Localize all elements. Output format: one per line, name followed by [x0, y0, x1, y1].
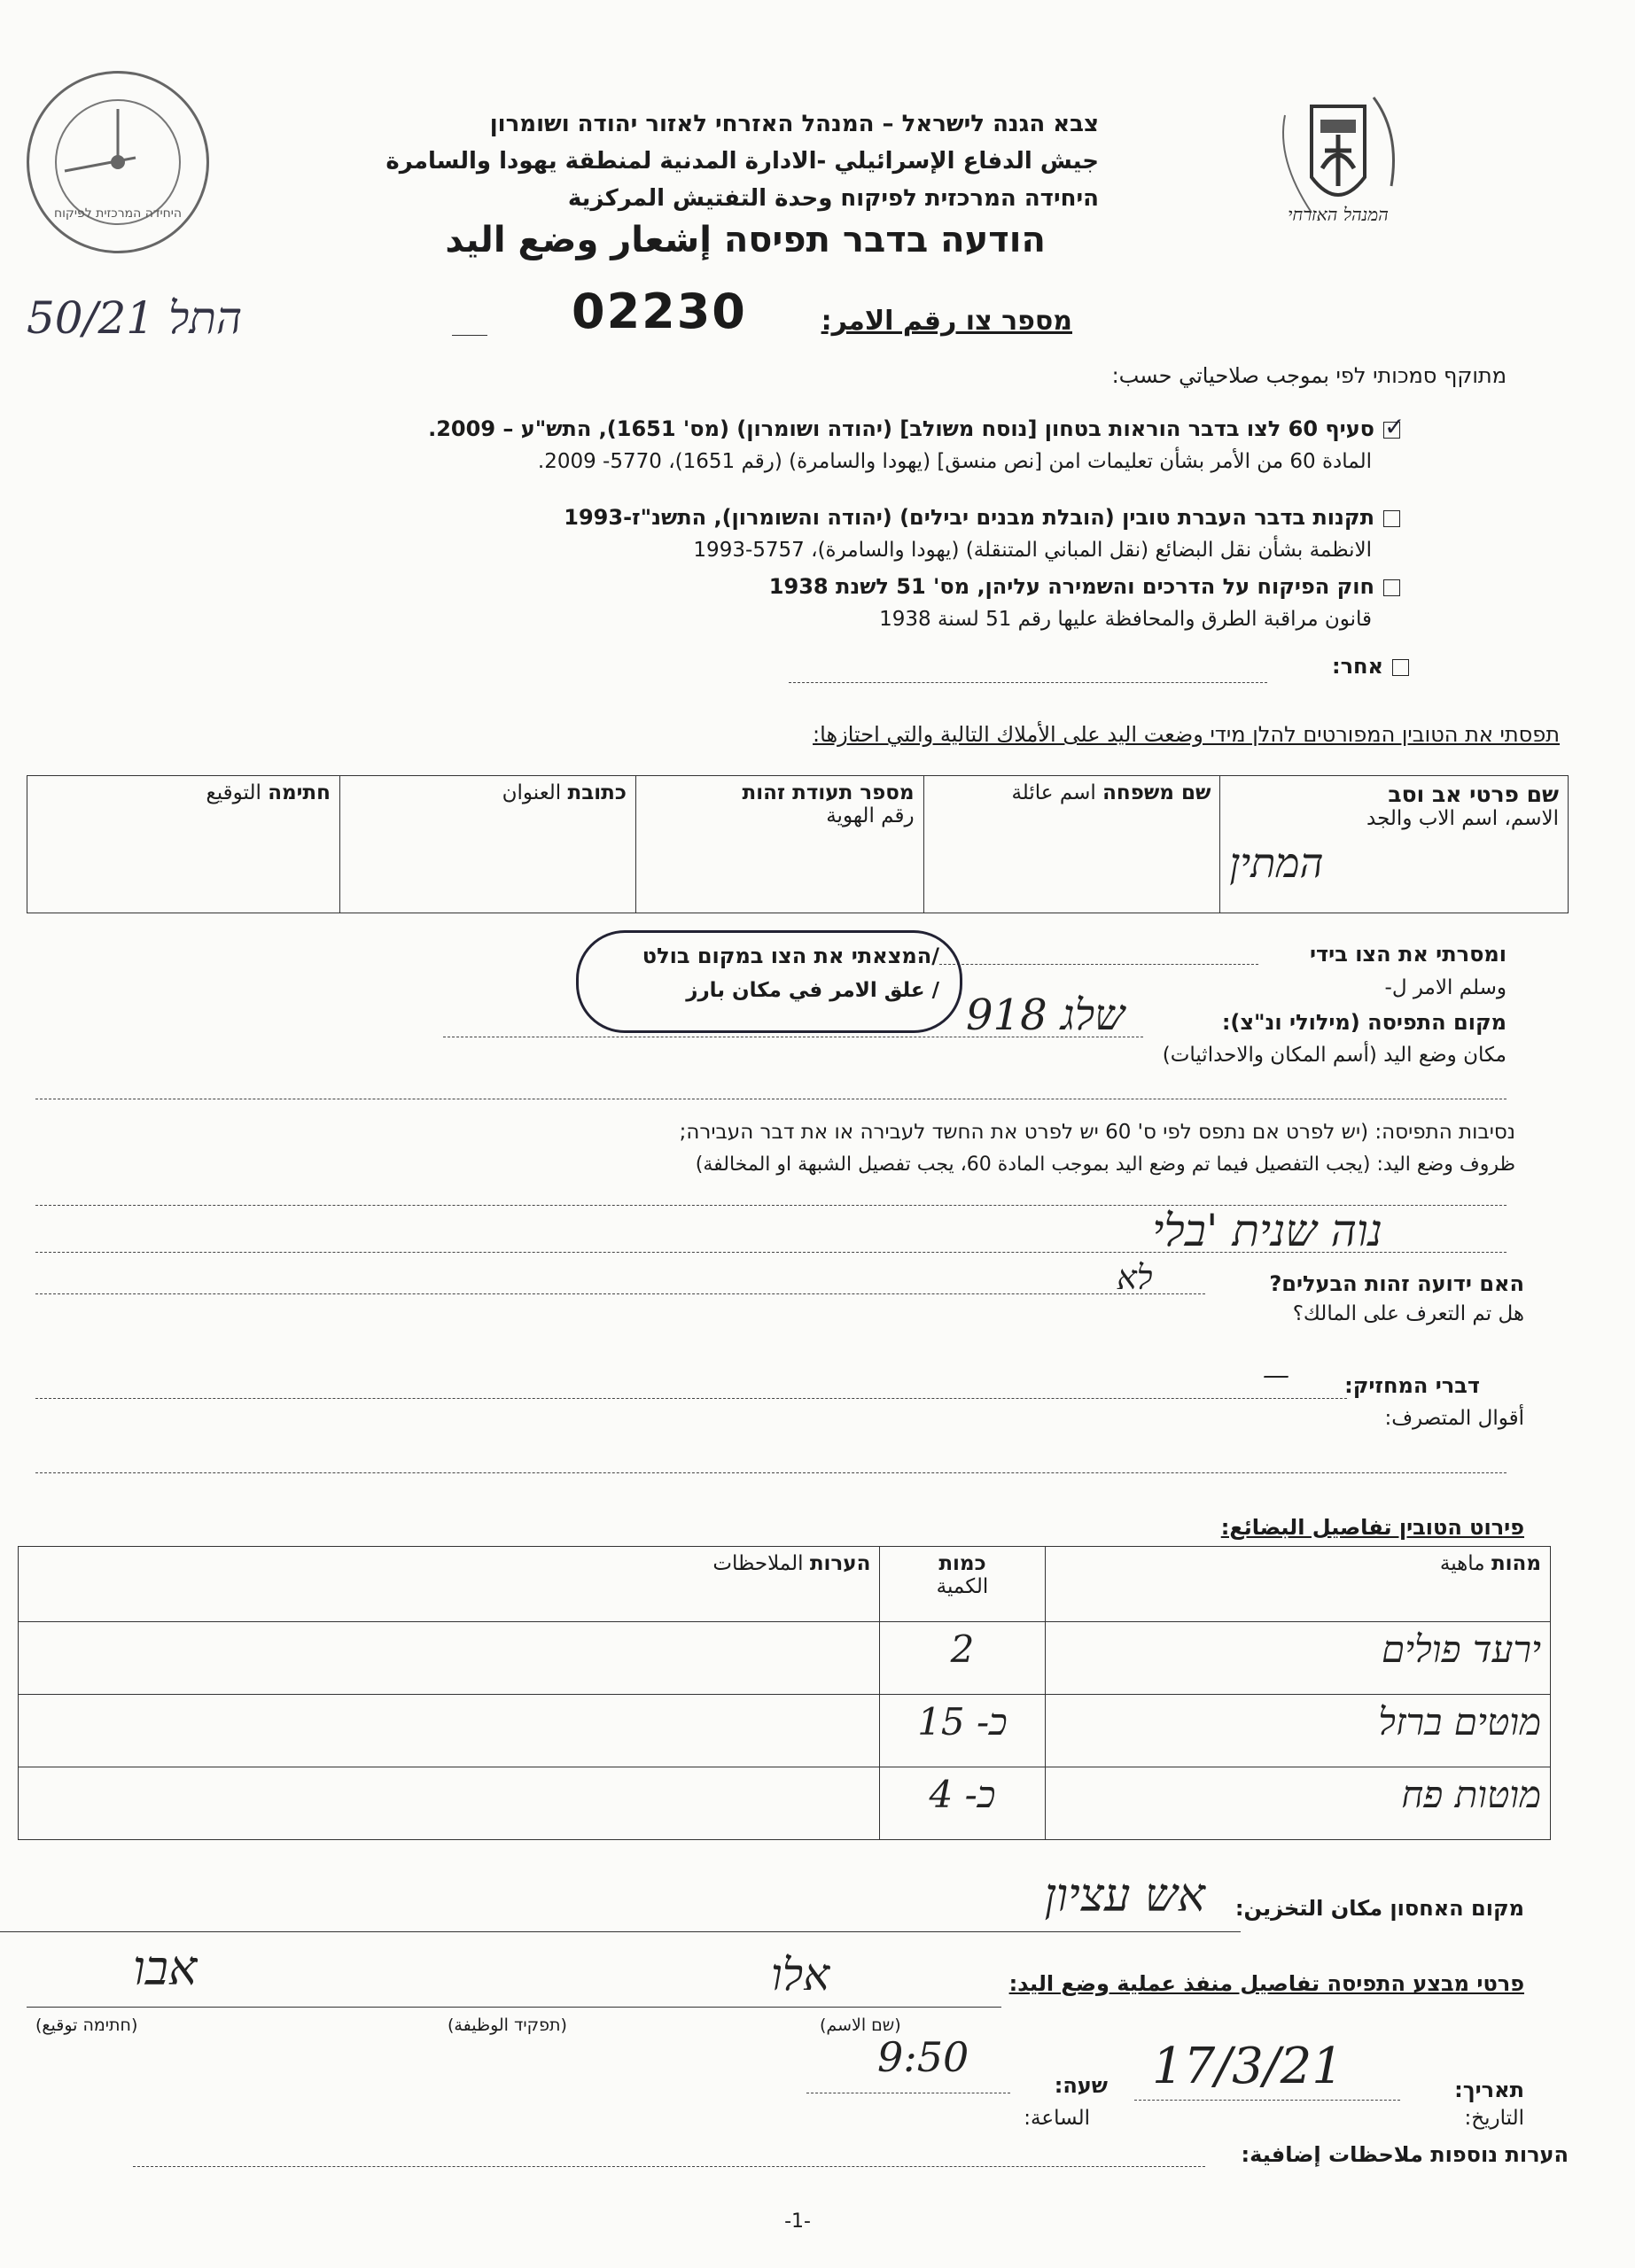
- holder-col-address: [339, 776, 635, 913]
- storage-handwritten: אש עציון: [1044, 1869, 1205, 1922]
- goods-header-item-ar: ماهية: [1439, 1552, 1485, 1575]
- goods-title: פירוט הטובין تفاصيل البضائع:: [1220, 1515, 1524, 1540]
- goods-header-notes-he: הערות: [809, 1552, 871, 1575]
- round-stamp: [27, 71, 209, 253]
- circumstances-handwritten: נוה שנית 'בלי: [1152, 1205, 1382, 1256]
- holder-col-family: [923, 776, 1220, 913]
- date-label-he: תאריך:: [1454, 2078, 1524, 2102]
- goods-header-qty: [880, 1547, 1045, 1622]
- holder-col-id: [635, 776, 923, 913]
- header-line-3: היחידה המרכזית לפיקוח وحدة التفتيش المركزية: [567, 185, 1099, 212]
- authority-option-1[interactable]: [337, 416, 1400, 473]
- holder-words-line-2[interactable]: [35, 1472, 1507, 1473]
- header-line-2: جيش الدفاع الإسرائيلي -الادارة المدنية لمنطقة يهودا والسامرة: [385, 148, 1099, 175]
- goods-header-notes-ar: الملاحظات: [712, 1552, 804, 1575]
- option-3-ar: قانون مراقبة الطرق والمحافظة عليها رقم 51 لسنة 1938: [879, 608, 1372, 631]
- storage-line[interactable]: [0, 1931, 1241, 1932]
- civil-administration-emblem: [1258, 80, 1418, 239]
- owner-handwritten: לא: [1117, 1258, 1153, 1297]
- checkbox-option-3[interactable]: [1383, 579, 1400, 596]
- executor-line[interactable]: [27, 2007, 1001, 2008]
- place-handwritten: שלג 918: [966, 990, 1125, 1040]
- holder-header-address-ar: العنوان: [502, 781, 562, 804]
- checkbox-option-2[interactable]: [1383, 510, 1400, 527]
- checkbox-option-4[interactable]: [1392, 659, 1409, 676]
- holder-header-signature-ar: التوقيع: [206, 781, 261, 804]
- executor-role-label: (תפקיד الوظيفة): [448, 2016, 567, 2035]
- holder-words-ar: أقوال المتصرف:: [1384, 1407, 1524, 1430]
- circumstances-line-2[interactable]: [35, 1252, 1507, 1253]
- circumstances-he-text: נסיבות התפיסה: (יש לפרט אם נתפס לפי ס' 60 יש לפרט את החשד לעבירה או את דבר העבירה;: [679, 1121, 1515, 1144]
- storage-label: מקום האחסון مكان التخزين:: [1234, 1896, 1524, 1921]
- holder-header-id-he: מספר תעודת זהות: [742, 781, 915, 804]
- goods-header-item: [1045, 1547, 1550, 1622]
- holder-col-name: [1220, 776, 1569, 913]
- date-label-ar: التاريخ:: [1464, 2107, 1524, 2130]
- circumstances-ar: ظروف وضع اليد: (يجب التفصيل فيما تم وضع اليد بموجب المادة 60، يجب تفصيل الشبهة او المخالفة): [695, 1153, 1515, 1176]
- ref-line: [452, 335, 487, 336]
- holder-col-signature: [27, 776, 340, 913]
- holder-header-name-he: שם פרטי אב וסב: [1388, 781, 1559, 807]
- goods-table: [18, 1546, 1551, 1840]
- executor-name-handwritten: אלו: [771, 1949, 830, 2000]
- place-ar: مكان وضع اليد (أسم المكان والاحداثيات): [1162, 1044, 1507, 1067]
- holder-words-he: דברי המחזיק:: [1344, 1373, 1480, 1398]
- owner-question-he: האם ידועה זהות הבעלים?: [1269, 1271, 1524, 1296]
- date-value: 17/3/21: [1152, 2038, 1343, 2095]
- holder-header-family-he: שם משפחה: [1102, 781, 1211, 804]
- executor-label: פרטי מבצע התפיסה تفاصيل منفذ عملية وضع اليد:: [1008, 1971, 1524, 1996]
- emblem-text: המנהל האזרחי: [1288, 204, 1389, 225]
- other-line[interactable]: [789, 682, 1267, 683]
- authority-option-2[interactable]: [425, 505, 1400, 562]
- holder-words-line[interactable]: [35, 1398, 1347, 1399]
- time-label-he: שעה:: [1054, 2073, 1108, 2098]
- goods-row-2-qty: כ- 15: [880, 1695, 1045, 1767]
- stamp-text: היחידה המרכזית לפיקוח: [53, 206, 183, 221]
- goods-row-1-item: ירעד פולים: [1045, 1622, 1550, 1695]
- goods-row-1-qty: 2: [880, 1622, 1045, 1695]
- date-line[interactable]: [1134, 2100, 1400, 2101]
- stamp-icon: [29, 74, 206, 251]
- goods-row-2-item: מוטים ברזל: [1045, 1695, 1550, 1767]
- option-3-he: חוק הפיקוח על הדרכים והשמירה עליהן, מס' 51 לשנת 1938: [768, 574, 1374, 599]
- remarks-line[interactable]: [133, 2166, 1205, 2167]
- goods-header-notes: [19, 1547, 880, 1622]
- goods-row-3-note: [19, 1767, 880, 1840]
- holder-words-handwritten: —: [1263, 1360, 1289, 1391]
- goods-header-qty-he: כמות: [938, 1552, 986, 1575]
- authority-intro: מתוקף סמכותי לפי بموجب صلاحياتي حسب:: [1111, 363, 1507, 388]
- order-number: 02230: [572, 284, 747, 339]
- delivery-line[interactable]: [939, 964, 1258, 965]
- circumstances-he: [443, 1121, 1515, 1144]
- goods-row-1-note: [19, 1622, 880, 1695]
- executor-signature: אבו: [133, 1940, 198, 1996]
- owner-question-ar: هل تم التعرف على المالك؟: [1292, 1302, 1524, 1325]
- executor-name-label: (שם الاسم): [820, 2016, 901, 2035]
- holder-table: [27, 775, 1569, 913]
- holder-header-address-he: כתובת: [567, 781, 627, 804]
- delivery-he: ומסרתי את הצו בידי: [1309, 942, 1507, 967]
- time-label-ar: الساعة:: [1024, 2107, 1090, 2130]
- option-2-he: תקנות בדבר העברת טובין (הובלת מבנים יבילים) (יהודה והשומרון), התשנ"ז-1993: [564, 505, 1374, 530]
- goods-row: [19, 1695, 1551, 1767]
- seized-intro: תפסתי את הטובין המפורטים להלן מידי وضعت اليد على الأملاك التالية والتي احتازها:: [813, 722, 1560, 747]
- holder-value-name: המתין: [1229, 839, 1324, 887]
- goods-row: [19, 1767, 1551, 1840]
- time-value: 9:50: [877, 2033, 969, 2081]
- goods-row: [19, 1622, 1551, 1695]
- page-title: הודעה בדבר תפיסה إشعار وضع اليد: [445, 220, 1046, 260]
- option-2-ar: الانظمة بشأن نقل البضائع (نقل المباني المتنقلة) (يهودا والسامرة)، 5757-1993: [693, 539, 1372, 562]
- holder-header-id-ar: رقم الهوية: [826, 804, 915, 827]
- page-number: -1-: [784, 2210, 811, 2233]
- holder-header-signature-he: חתימה: [268, 781, 331, 804]
- authority-option-3[interactable]: [603, 574, 1400, 631]
- header-line-1: צבא הגנה לישראל – המנהל האזרחי לאזור יהודה ושומרון: [489, 111, 1099, 137]
- remarks-label: הערות נוספות ملاحظات إضافية:: [1241, 2142, 1569, 2167]
- option-1-ar: المادة 60 من الأمر بشأن تعليمات امن [نص منسق] (يهودا والسامرة) (رقم 1651)، 5770- 2009.: [537, 450, 1372, 473]
- holder-header-name-ar: الاسم، اسم الاب والجد: [1366, 807, 1559, 830]
- goods-header-item-he: מהות: [1491, 1552, 1541, 1575]
- delivery-ar: وسلم الامر ل-: [1384, 976, 1507, 999]
- holder-header-family-ar: اسم عائلة: [1011, 781, 1096, 804]
- goods-row-2-note: [19, 1695, 880, 1767]
- executor-sign-label: (חתימה توقيع): [35, 2016, 138, 2035]
- owner-line[interactable]: [35, 1293, 1205, 1294]
- goods-row-3-item: מוטות פח: [1045, 1767, 1550, 1840]
- goods-row-3-qty: כ- 4: [880, 1767, 1045, 1840]
- circled-option-he: /המצאתי את הצו במקום בולט: [642, 944, 939, 968]
- option-1-he: סעיף 60 לצו בדבר הוראות בטחון [נוסח משולב] (יהודה ושומרון) (מס' 1651), התש"ע – 2009.: [428, 416, 1374, 441]
- order-number-label: מספר צו رقم الامر:: [821, 306, 1072, 337]
- circled-option-ar: / علق الامر في مكان بارز: [686, 979, 939, 1002]
- goods-header-qty-ar: الكمية: [936, 1575, 989, 1598]
- checkbox-option-1[interactable]: [1383, 422, 1400, 439]
- place-he: מקום התפיסה (מילולי ונ"צ):: [1221, 1010, 1507, 1035]
- handwritten-ref: התל 50/21: [27, 292, 243, 344]
- option-4-he: אחר:: [1331, 654, 1383, 679]
- authority-option-4[interactable]: [1223, 654, 1409, 679]
